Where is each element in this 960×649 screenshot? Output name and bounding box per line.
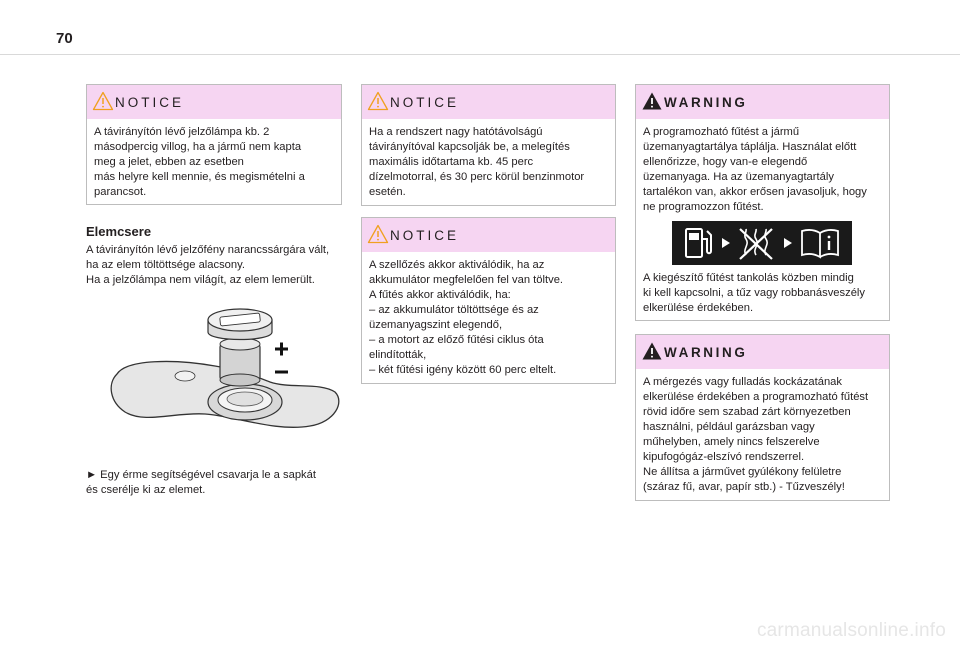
notice-title: NOTICE [115,94,185,110]
notice-text: A távirányítón lévő jelzőlámpa kb. 2 másodpercig villog, ha a jármű nem kapta meg a jelet, ebben az esetben más helyre kell mennie, és megismételni a parancsot. [94,126,305,198]
refuel-heater-off-icon-strip [672,221,852,265]
warning-title: WARNING [664,94,748,110]
warning-header [636,85,889,119]
warning-box-poisoning [635,334,890,501]
warning-text: A programozható fűtést a jármű üzemanyagtartálya táplálja. Használat előtt ellenőrizze, hogy van-e elegendő üzemanyaga. Ha az üzemanyagtartály tartalékon van, akkor erősen javasoljuk, hogy ne programozzon fűtést. [643,126,867,213]
warning-header [636,335,889,369]
warning-text: A mérgezés vagy fulladás kockázatának elkerülése érdekében a programozható fűtést rövid időre sem szabad zárt környezetben használni, például garázsban vagy műhelyben, amely nincs felszerelve kipufogógáz-elszívó rendszerrel. Ne állítsa a járművet gyúlékony felületre (száraz fű, avar, papír stb.) - Tűzveszély! [643,376,869,493]
section-title-battery: Elemcsere [86,224,152,239]
notice-warning-icon [367,224,389,244]
notice-header [362,85,615,119]
notice-box-remote [86,84,342,205]
top-divider [0,54,960,55]
warning-triangle-icon [641,91,663,111]
warning-text-refuel: A kiegészítő fűtést tankolás közben mindig ki kell kapcsolni, a tűz vagy robbanásveszély elkerülése érdekében. [643,272,865,314]
battery-replacement-illustration [105,304,345,439]
footer-watermark: carmanualsonline.info [756,620,946,641]
notice-box-ventilation [361,217,616,384]
instruction-text: ► Egy érme segítségével csavarja le a sapkát és cserélje ki az elemet. [86,469,316,496]
notice-title: NOTICE [390,94,460,110]
notice-box-range [361,84,616,206]
warning-title: WARNING [664,344,748,360]
notice-text: A szellőzés akkor aktiválódik, ha az akkumulátor megfelelően fel van töltve. A fűtés akkor aktiválódik, ha: – az akkumulátor töltöttsége és az üzemanyagszint elegendő, – a motort az előző fűtési ciklus óta elindították, – két fűtési igény között 60 perc eltelt. [369,259,564,376]
notice-header [362,218,615,252]
notice-header [87,85,341,119]
page-number: 70 [56,30,73,47]
notice-text: Ha a rendszert nagy hatótávolságú távirányítóval kapcsolják be, a melegítés maximális időtartama kb. 45 perc dízelmotorral, és 30 perc körül benzinmotor esetén. [369,126,585,198]
warning-box-fuel [635,84,890,321]
notice-title: NOTICE [390,227,460,243]
notice-warning-icon [367,91,389,111]
section-body-battery: A távirányítón lévő jelzőfény narancssárgára vált, ha az elem töltöttsége alacsony. Ha a jelzőlámpa nem világít, az elem lemerült. [86,244,330,286]
notice-warning-icon [92,91,114,111]
warning-triangle-icon [641,341,663,361]
